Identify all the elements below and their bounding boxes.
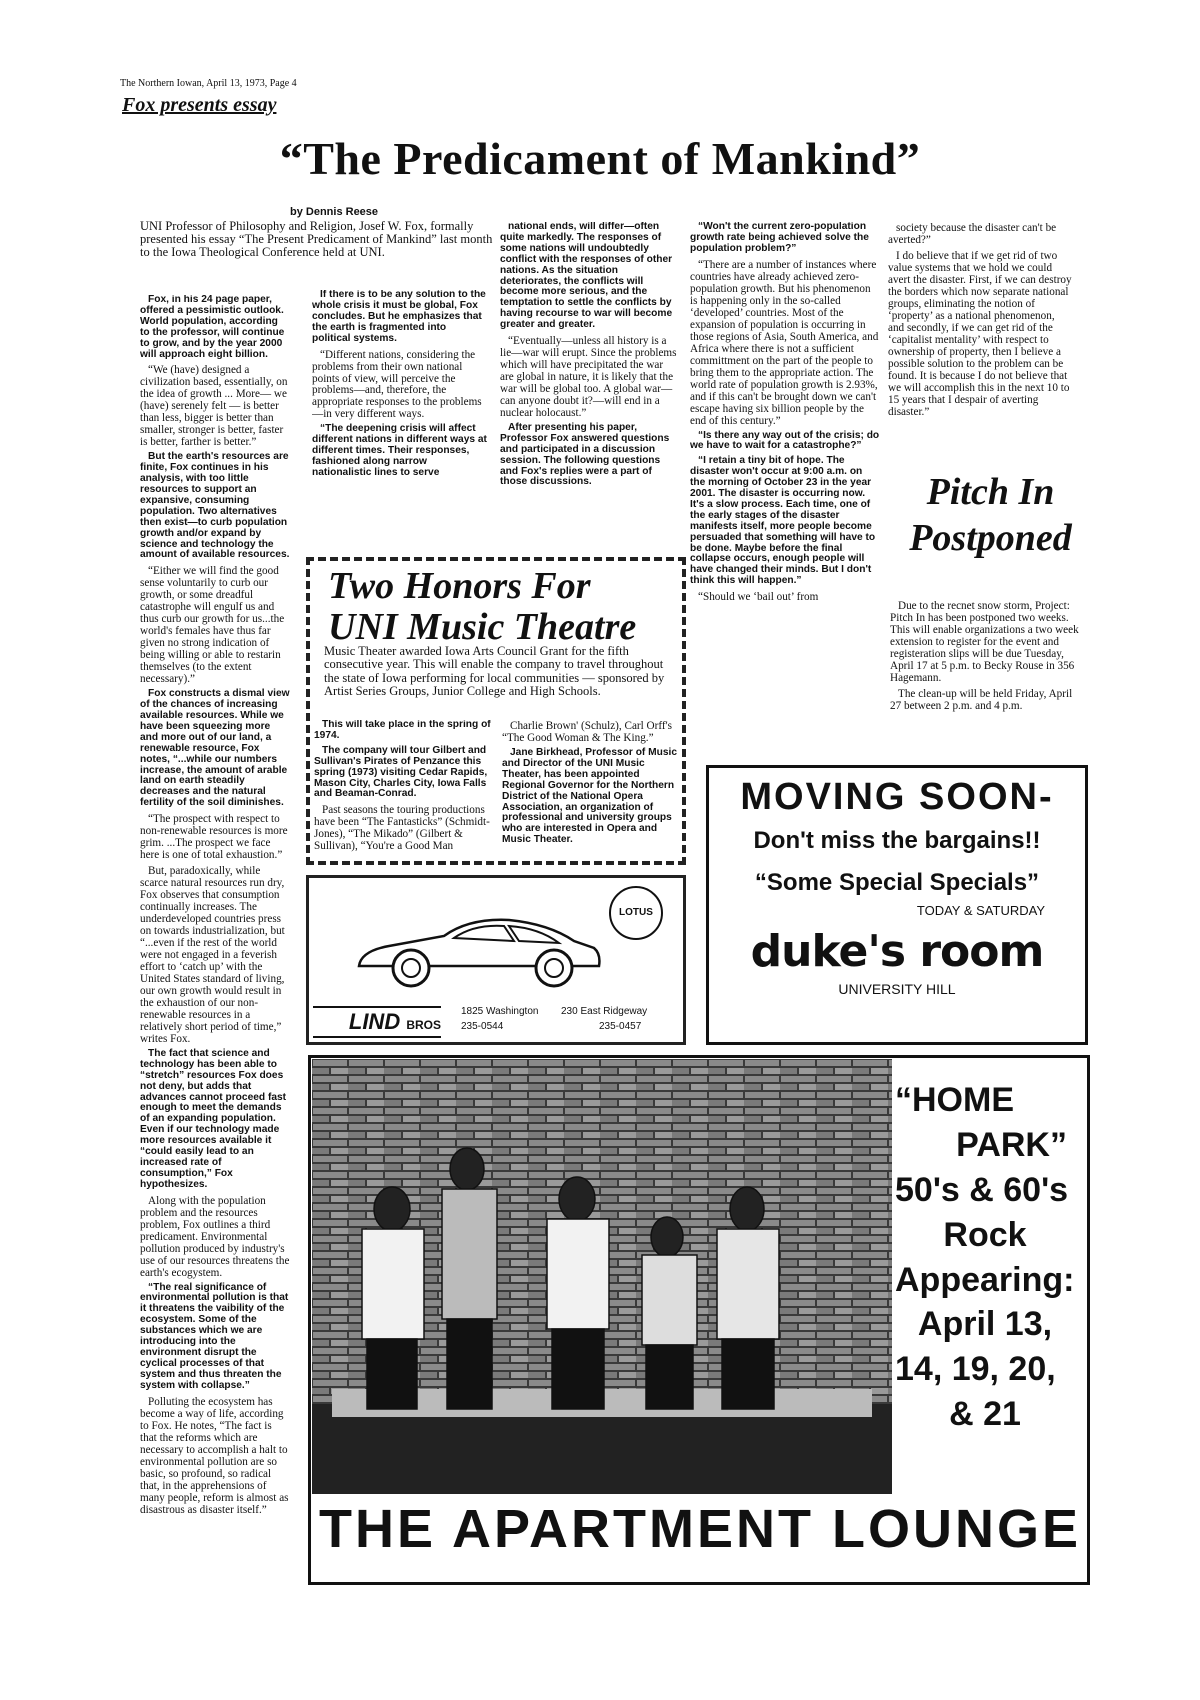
- paragraph: “The deepening crisis will affect different nations in different ways at different times. Their responses, fashioned along narrow nationalistic lines to serve: [312, 423, 487, 479]
- paragraph: Polluting the ecosystem has become a way of life, according to Fox. He notes, “The fact is that the reforms which are necessary to accomplish a halt to environmental pollution are so basic, so profound, so radical that, in the apprehensions of many people, reform is almost as disastrous as disaster itself.”: [140, 1395, 289, 1516]
- lounge-line: “HOME: [895, 1081, 1014, 1119]
- paragraph: “Won't the current zero-population growth rate being achieved solve the population problem?”: [690, 222, 869, 254]
- pitch-in-body: [890, 600, 1085, 760]
- paragraph: But the earth's resources are finite, Fox continues in his analysis, with too little resources to support an expansive, consuming population. Two alternatives then exist—to curb population growth and/or expand by science and technology the amount of available resources.: [140, 451, 290, 561]
- paragraph: “The real significance of environmental pollution is that it threatens the vaibility of the ecosystem. Some of the substances which we are introducing into the environment disrupt the cyclical processes of that system and thus threaten the system with collapse.”: [140, 1281, 289, 1391]
- paragraph: “Either we will find the good sense voluntarily to curb our growth, or some dreadful catastrophe will engulf us and thus curb our growth for us...the world's females have thus far given no strong indication of being willing or able to restarin themselves (to the extent necessary).”: [140, 565, 285, 686]
- paragraph: Charlie Brown' (Schulz), Carl Orff's “The Good Woman & The King.”: [502, 720, 672, 744]
- lind-address-2: 230 East Ridgeway: [561, 1006, 648, 1017]
- home-park-text: [895, 1078, 1075, 1437]
- music-theatre-title-line1: Two Honors For: [328, 565, 591, 607]
- moving-soon-title: MOVING SOON-: [740, 776, 1054, 818]
- lounge-line: 14, 19, 20,: [895, 1350, 1056, 1389]
- essay-column-5: [888, 222, 1073, 467]
- pitch-in-title: [888, 470, 1093, 561]
- lind-brand-name: LIND: [348, 1009, 401, 1034]
- paragraph: “There are a number of instances where countries have already achieved zero-population growth. But his phenomenon is happening only in the so-called ‘developed’ countries. Most of the expansion of population is occurring in those regions of Asia, South America, and Africa where there is not a sufficient committment on the part of the people to bring them to the appropriate action. The world rate of population growth is 2.93%, and if this can't be brought down we can't escape having six billion people by the end of this century.”: [690, 258, 879, 427]
- paragraph: Fox, in his 24 page paper, offered a pessimistic outlook. World population, according to the professor, will continue to grow, and by the year 2000 will approach eight billion.: [140, 295, 285, 360]
- essay-column-1: [140, 295, 290, 1530]
- paragraph: “Different nations, considering the problems from their own national points of view, will perceive the problems—and, therefore, the appropriate responses to the problems—in very different ways.: [312, 348, 482, 421]
- paragraph: I do believe that if we get rid of two value systems that we hold we could avert the disaster. First, if we can destroy the borders which now separate national groups, eliminating the notion of ‘property’ as a national phenomenon, and secondly, if we can get rid of the ‘capitalist mentality’ with respect to ownership of property, then I believe a possible solution to the problem can be found. It is because I do not believe that we will accomplish this in the next 10 to 15 years that I despair of averting disaster.”: [888, 249, 1072, 418]
- kicker: Fox presents essay: [122, 94, 277, 116]
- paragraph: Along with the population problem and the resources problem, Fox outlines a third predicament. Environmental pollution produced by industry's use of our resources threatens the earth's ecogystem.: [140, 1194, 290, 1279]
- byline: by Dennis Reese: [290, 206, 379, 218]
- dukes-when: TODAY & SATURDAY: [916, 903, 1045, 918]
- headline: “The Predicament of Mankind”: [279, 133, 921, 184]
- music-theatre-title: [328, 566, 678, 648]
- running-head: The Northern Iowan, April 13, 1973, Page 4: [120, 78, 297, 89]
- paragraph: If there is to be any solution to the whole crisis it must be global, Fox concludes. But he emphasizes that the earth is fragmented into political systems.: [312, 290, 486, 344]
- lounge-line: 50's & 60's: [895, 1170, 1069, 1209]
- paragraph: “We (have) designed a civilization based, essentially, on the idea of growth ... More— we (have) serenely felt — is better than less, bigger is better than smaller, stronger is better, faster is better, farther is better.”: [140, 364, 288, 449]
- music-theatre-column-1: [314, 720, 494, 860]
- article-intro: UNI Professor of Philosophy and Religion, Josef W. Fox, formally presented his essay “The Present Predicament of Mankind” last month to the Iowa Theological Conference held at UNI.: [140, 219, 493, 260]
- lind-phone-1: 235-0544: [461, 1021, 504, 1032]
- music-theatre-column-2: [502, 720, 680, 860]
- paragraph: “Is there any way out of the crisis; do we have to wait for a catastrophe?”: [690, 429, 880, 452]
- lounge-line: PARK”: [956, 1125, 1067, 1164]
- lounge-line: & 21: [949, 1395, 1021, 1434]
- paragraph: After presenting his paper, Professor Fox answered questions and participated in a discussion session. The following questions and Fox's replies were a part of those discussions.: [500, 421, 670, 488]
- lind-phone-2: 235-0457: [599, 1021, 642, 1032]
- lind-address-1: 1825 Washington: [461, 1006, 539, 1017]
- essay-column-4: [690, 222, 880, 840]
- paragraph: “Eventually—unless all history is a lie—war will erupt. Since the problems which will have precipitated the war are global in nature, it is likely that the war will be global too. A global war—can anyone doubt it?—will end in a nuclear holocaust.”: [500, 335, 677, 419]
- lotus-logo: [609, 886, 663, 940]
- paragraph: Past seasons the touring productions have been “The Fantasticks” (Schmidt-Jones), “The Mikado” (Gilbert & Sullivan), “You're a Good Man: [314, 804, 490, 853]
- lind-brand: [313, 1006, 441, 1038]
- pitch-in-paragraph: Due to the recnet snow storm, Project: Pitch In has been postponed two weeks. This will enable organizations a two week extension to register for the event and registeration slips will be due Tuesday, April 17 at 5 p.m. to Becky Rouse in 356 Hagemann.: [890, 600, 1079, 684]
- apartment-lounge-name: THE APARTMENT LOUNGE: [319, 1499, 1081, 1559]
- essay-column-2: [312, 290, 487, 562]
- pitch-in-paragraph: The clean-up will be held Friday, April 27 between 2 p.m. and 4 p.m.: [890, 687, 1073, 712]
- paragraph: The fact that science and technology has been able to “stretch” resources Fox does not deny, but adds that advances cannot proceed fast enough to meet the demands of an expanding population. Even if our technology made more resources available it “could easily lead to an increased rate of consumption,” Fox hypothesizes.: [140, 1047, 287, 1190]
- bargains-line: Don't miss the bargains!!: [753, 827, 1041, 854]
- specials-line: “Some Special Specials”: [754, 869, 1040, 896]
- paragraph: “The prospect with respect to non-renewable resources is more grim. ...The prospect we face here is one of total exhaustion.”: [140, 813, 288, 862]
- pitch-in-title-line1: Pitch In: [926, 471, 1055, 513]
- lounge-line: April 13,: [917, 1305, 1053, 1344]
- paragraph: The company will tour Gilbert and Sullivan's Pirates of Penzance this spring (1973) visiting Cedar Rapids, Mason City, Charles City, Iowa Falls and Beaman-Conrad.: [314, 744, 488, 800]
- lotus-logo-text: LOTUS: [619, 907, 653, 918]
- paragraph: society because the disaster can't be averted?”: [888, 222, 1057, 246]
- paragraph: This will take place in the spring of 1974.: [314, 720, 491, 741]
- essay-column-3: [500, 222, 678, 562]
- paragraph: Jane Birkhead, Professor of Music and Director of the UNI Music Theater, has been appointed Regional Governor for the Northern District of the National Opera Association, an organization of professional and university groups who are interested in Opera and Music Theater.: [502, 746, 678, 846]
- dukes-room-ad: [706, 765, 1088, 1045]
- lotus-car-illustration: [349, 896, 609, 996]
- lind-bros-ad: [306, 875, 686, 1045]
- pitch-in-title-line2: Postponed: [909, 516, 1072, 559]
- dukes-room-name: duke's room: [750, 926, 1044, 977]
- paragraph: national ends, will differ—often quite markedly. The responses of some nations will undoubtedly conflict with the responses of other nations. As the situation deteriorates, the conflicts will become more serious, and the temptation to settle the conflicts by having recourse to war will become greater and greater.: [500, 222, 673, 331]
- band-photo: [312, 1059, 892, 1494]
- paragraph: Fox constructs a dismal view of the chances of increasing available resources. While we have been squeezing more and more out of our land, a renewable resource, Fox notes, “...while our numbers increase, the amount of arable land on earth steadily decreases and the natural fertility of the soil diminishes.: [140, 688, 290, 809]
- paragraph: “I retain a tiny bit of hope. The disaster won't occur at 9:00 a.m. on the morning of October 23 in the year 2001. The disaster is occurring now. It's a slow process. Each time, one of the early stages of the disaster manifests itself, more people become persuaded that something will have to be done. Maybe before the final collapse occurs, enough people will have changed their minds. But I don't think this will happen.”: [690, 455, 876, 587]
- lounge-line: Appearing:: [895, 1260, 1075, 1299]
- music-theatre-title-line2: UNI Music Theatre: [328, 606, 637, 649]
- music-theatre-intro: Music Theater awarded Iowa Arts Council Grant for the fifth consecutive year. This will enable the company to travel throughout the state of Iowa performing for local communities — sponsored by Artist Series Groups, Junior College and High Schools.: [324, 644, 665, 698]
- lounge-line: Rock: [943, 1215, 1027, 1254]
- paragraph: “Should we ‘bail out’ from: [698, 591, 819, 604]
- dukes-location: UNIVERSITY HILL: [838, 981, 956, 997]
- paragraph: But, paradoxically, while scarce natural resources run dry, Fox observes that consumption continually increases. The underdeveloped countries press on towards industrialization, but “...even if the rest of the world were not engaged in a feverish effort to ‘catch up’ with the United States standard of living, our own growth would result in the exhaustion of our non-renewable resources in a relatively short period of time,” writes Fox.: [140, 865, 285, 1045]
- lind-brand-suffix: BROS: [406, 1018, 441, 1032]
